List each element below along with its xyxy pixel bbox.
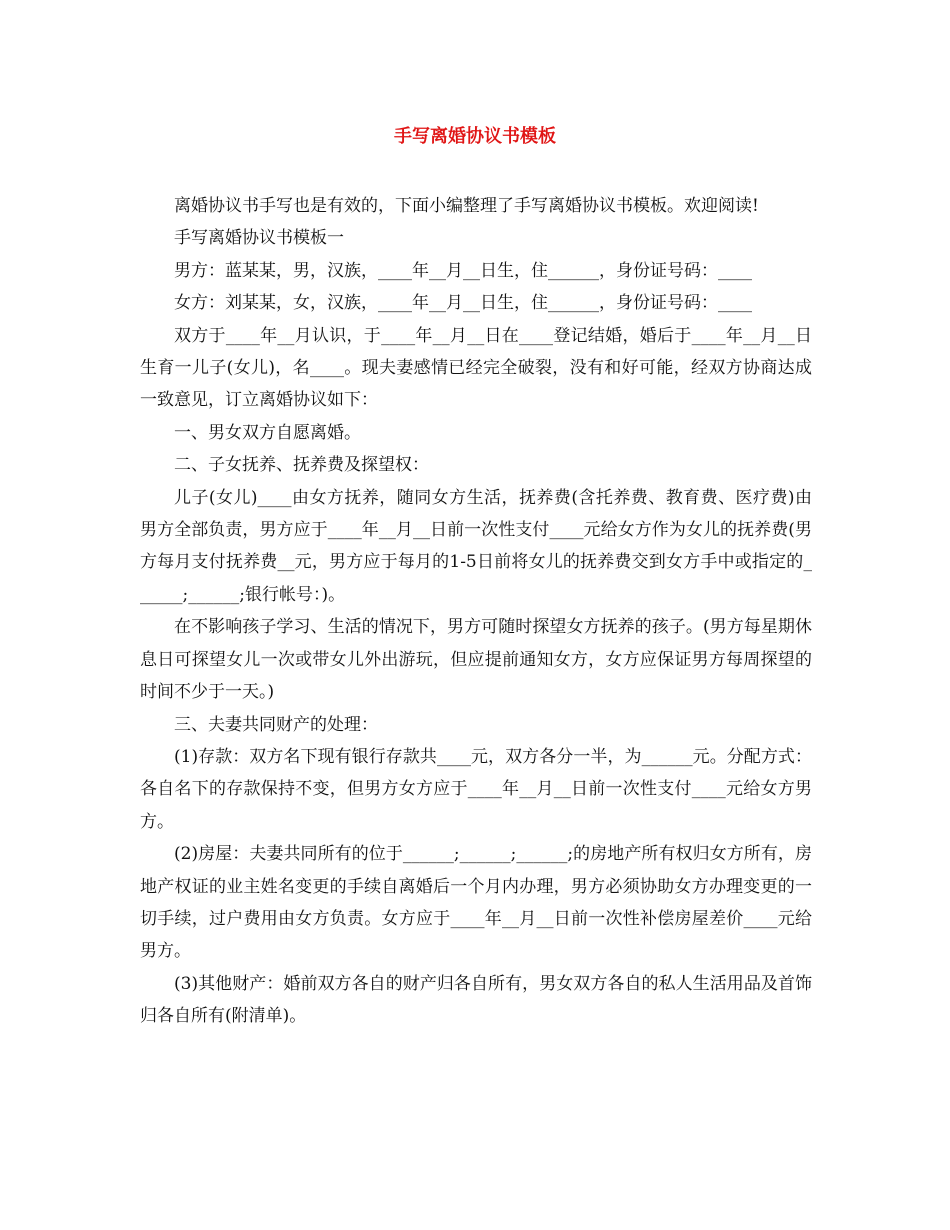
paragraph-clause-3-heading: 三、夫妻共同财产的处理： bbox=[174, 714, 378, 735]
paragraph-marriage-background: 双方于____年__月认识，于____年__月__日在____登记结婚，婚后于____年__月__日生育一儿子(女儿)，名____。现夫妻感情已经完全破裂，没有和好可能，经双方协商达成一致意见，订立离婚协议如下： bbox=[140, 325, 812, 411]
paragraph-female-party: 女方：刘某某，女，汉族，____年__月__日生，住______，身份证号码：____ bbox=[174, 293, 752, 314]
paragraph-intro: 离婚协议书手写也是有效的，下面小编整理了手写离婚协议书模板。欢迎阅读! bbox=[174, 196, 759, 216]
paragraph-clause-2-heading: 二、子女抚养、抚养费及探望权： bbox=[174, 455, 429, 476]
paragraph-savings: (1)存款：双方名下现有银行存款共____元，双方各分一半，为______元。分配方式：各自名下的存款保持不变，但男方女方应于____年__月__日前一次性支付____元给女方男方。 bbox=[140, 746, 812, 832]
paragraph-male-party: 男方：蓝某某，男，汉族，____年__月__日生，住______，身份证号码：____ bbox=[174, 260, 752, 281]
document-body bbox=[140, 190, 812, 1033]
paragraph-other-property: (3)其他财产：婚前双方各自的财产归各自所有，男女双方各自的私人生活用品及首饰归各自所有(附清单)。 bbox=[140, 973, 812, 1027]
paragraph-child-support: 儿子(女儿)____由女方抚养，随同女方生活，抚养费(含托养费、教育费、医疗费)由男方全部负责，男方应于____年__月__日前一次性支付____元给女方作为女儿的抚养费(男方每月支付抚养费__元，男方应于每月的1-5日前将女儿的抚养费交到女方手中或指定的______;______;银行帐号：)。 bbox=[140, 487, 812, 605]
document-title: 手写离婚协议书模板 bbox=[394, 126, 556, 147]
paragraph-visitation: 在不影响孩子学习、生活的情况下，男方可随时探望女方抚养的孩子。(男方每星期休息日可探望女儿一次或带女儿外出游玩，但应提前通知女方，女方应保证男方每周探望的时间不少于一天。) bbox=[140, 617, 812, 703]
paragraph-clause-1: 一、男女双方自愿离婚。 bbox=[174, 422, 361, 443]
paragraph-template-heading: 手写离婚协议书模板一 bbox=[174, 228, 344, 249]
paragraph-house: (2)房屋：夫妻共同所有的位于______;______;______;的房地产所有权归女方所有，房地产权证的业主姓名变更的手续自离婚后一个月内办理，男方必须协助女方办理变更的一切手续，过户费用由女方负责。女方应于____年__月__日前一次性补偿房屋差价____元给男方。 bbox=[140, 844, 812, 962]
